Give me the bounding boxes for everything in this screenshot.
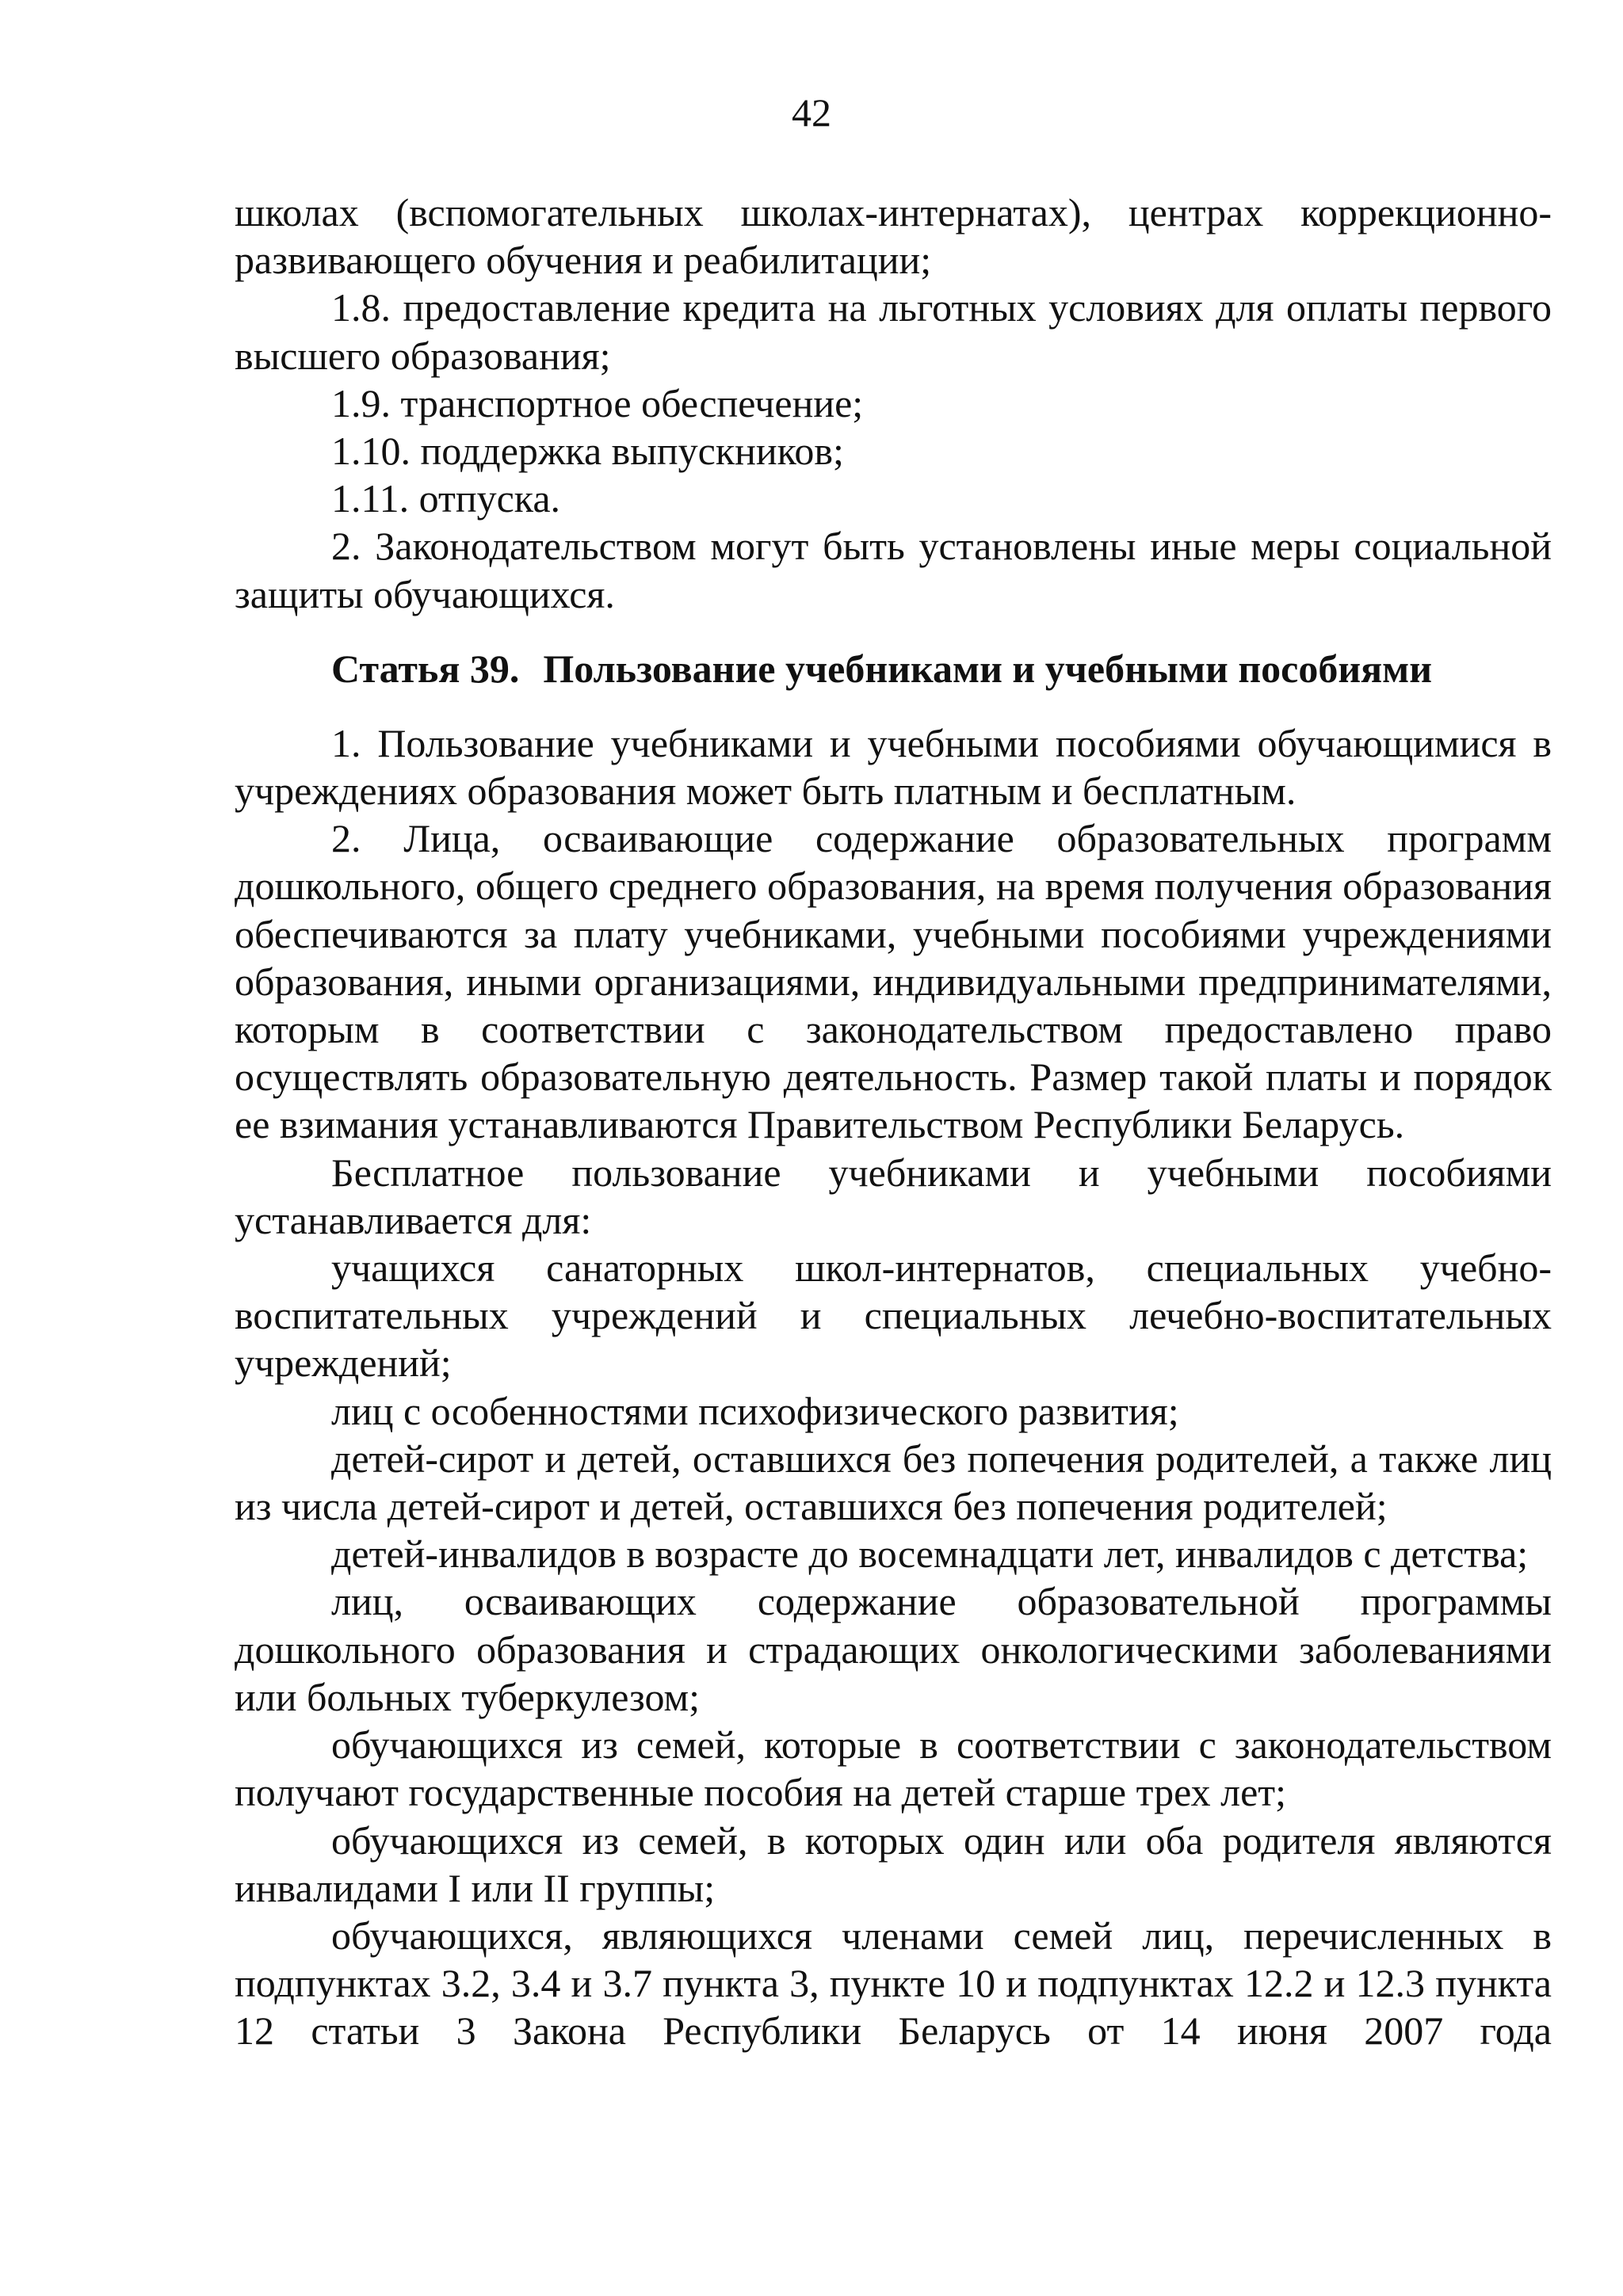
list-item: обучающихся, являющихся членами семей лиц, перечисленных в подпунктах 3.2, 3.4 и 3.7 пункта 3, пункте 10 и подпунктах 12.2 и 12.3 пункта 12 статьи 3 Закона Республики Беларусь от 14 июня 2007 года bbox=[235, 1913, 1552, 2054]
paragraph: 2. Законодательством могут быть установлены иные меры социальной защиты обучающихся. bbox=[235, 524, 1552, 616]
paragraph: 1. Пользование учебниками и учебными пособиями обучающимися в учреждениях образования может быть платным и бесплатным. bbox=[235, 720, 1552, 814]
paragraph: 1.8. предоставление кредита на льготных условиях для оплаты первого высшего образования; bbox=[235, 285, 1552, 378]
page-number: 42 bbox=[792, 90, 831, 135]
list-item: обучающихся из семей, в которых один или оба родителя являются инвалидами I или II группы; bbox=[235, 1817, 1552, 1910]
article-title: Пользование учебниками и учебными пособиями bbox=[543, 646, 1433, 691]
list-item: детей-сирот и детей, оставшихся без попечения родителей, а также лиц из числа детей-сирот и детей, оставшихся без попечения родителей; bbox=[235, 1436, 1552, 1529]
article-heading bbox=[235, 645, 1552, 692]
list-item: обучающихся из семей, которые в соответствии с законодательством получают государственные пособия на детей старше трех лет; bbox=[235, 1722, 1552, 1815]
list-item: учащихся санаторных школ-интернатов, специальных учебно-воспитательных учреждений и специальных лечебно-воспитательных учреждений; bbox=[235, 1245, 1552, 1386]
list-item: лиц, осваивающих содержание образовательной программы дошкольного образования и страдающих онкологическими заболеваниями или больных туберкулезом; bbox=[235, 1579, 1552, 1719]
paragraph: 1.9. транспортное обеспечение; bbox=[331, 380, 864, 425]
list-item: лиц с особенностями психофизического развития; bbox=[331, 1388, 1179, 1433]
paragraph: 1.10. поддержка выпускников; bbox=[331, 429, 844, 474]
paragraph: школах (вспомогательных школах-интернатах), центрах коррекционно-развивающего обучения и реабилитации; bbox=[235, 190, 1552, 283]
paragraph: 2. Лица, осваивающие содержание образовательных программ дошкольного, общего среднего образования, на время получения образования обеспечиваются за плату учебниками, учебными пособиями учреждениями образования, иными организациями, индивидуальными предпринимателями, которым в соответствии с законодательством предоставлено право осуществлять образовательную деятельность. Размер такой платы и порядок ее взимания устанавливаются Правительством Республики Беларусь. bbox=[235, 816, 1552, 1147]
paragraph: 1.11. отпуска. bbox=[331, 476, 561, 521]
document-body bbox=[235, 189, 1552, 2055]
list-item: детей-инвалидов в возрасте до восемнадцати лет, инвалидов с детства; bbox=[331, 1531, 1529, 1577]
paragraph: Бесплатное пользование учебниками и учебными пособиями устанавливается для: bbox=[235, 1150, 1552, 1242]
article-number: Статья 39. bbox=[331, 646, 520, 691]
